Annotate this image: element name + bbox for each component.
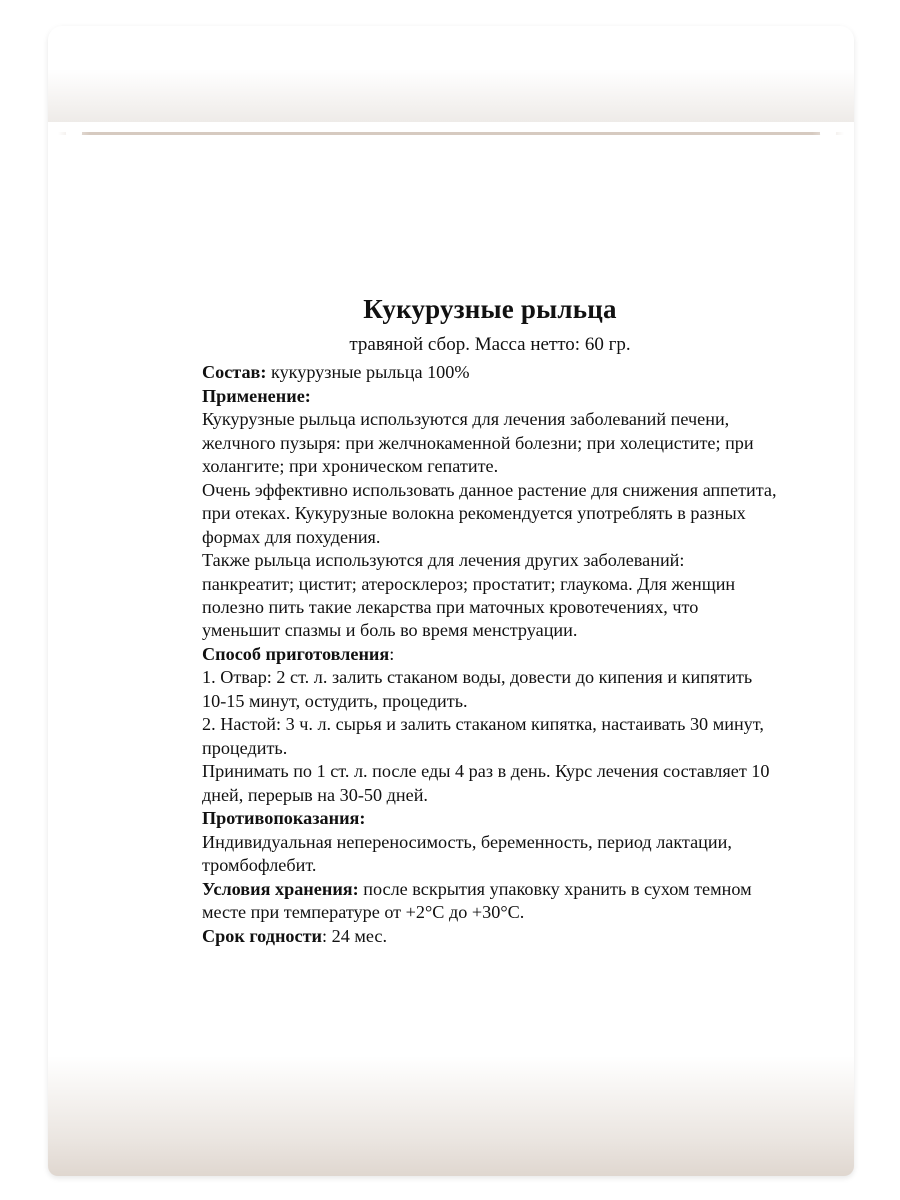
preparation-heading-text: Способ приготовления (202, 643, 390, 664)
product-title: Кукурузные рыльца (363, 294, 617, 324)
pouch-top-seal (48, 26, 854, 122)
preparation-step: 2. Настой: 3 ч. л. сырья и залить стаканом кипятка, настаивать 30 минут, процедить. (202, 714, 764, 758)
tear-notch-right-icon (820, 130, 836, 138)
pouch-zipper-line (58, 132, 844, 135)
product-label (180, 256, 800, 1008)
tear-notch-left-icon (66, 130, 82, 138)
contraindications-heading: Противопоказания: (202, 808, 366, 829)
composition-row (202, 361, 778, 384)
usage-paragraph: Очень эффективно использовать данное растение для снижения аппетита, при отеках. Кукурузные волокна рекомендуется употреблять в разных формах для похудения. (202, 479, 777, 547)
pouch-top-edge (48, 26, 854, 36)
product-subtitle: травяной сбор. Масса нетто: 60 гр. (349, 333, 631, 355)
preparation-step: 1. Отвар: 2 ст. л. залить стаканом воды, довести до кипения и кипятить 10-15 минут, остудить, процедить. (202, 667, 753, 711)
preparation-step: Принимать по 1 ст. л. после еды 4 раз в день. Курс лечения составляет 10 дней, перерыв на 30-50 дней. (202, 761, 770, 805)
preparation-heading (202, 643, 778, 666)
contraindications-text: Индивидуальная непереносимость, беременность, период лактации, тромбофлебит. (202, 831, 732, 876)
storage-text: после вскрытия упаковку хранить в сухом темном месте при температуре от +2°C до +30°C. (202, 878, 752, 923)
storage-row (202, 878, 778, 925)
preparation-heading-colon: : (389, 643, 395, 664)
pouch-bottom-gusset (48, 1056, 854, 1176)
usage-paragraph: Также рыльца используются для лечения других заболеваний: панкреатит; цистит; атеросклероз; простатит; глаукома. Для женщин полезно пить такие лекарства при маточных кровотечениях, что уменьшит спазмы и боль во время менструации. (202, 550, 736, 641)
composition-label: Состав: (202, 362, 267, 383)
composition-value: кукурузные рыльца 100% (266, 362, 470, 383)
usage-paragraph: Кукурузные рыльца используются для лечения заболеваний печени, желчного пузыря: при желчнокаменной болезни; при холецистите; при холангите; при хроническом гепатите. (202, 409, 754, 477)
shelf-life-row (202, 925, 778, 948)
storage-heading: Условия хранения: (202, 878, 359, 899)
usage-heading: Применение: (202, 385, 311, 406)
shelf-life-heading: Срок годности (202, 925, 323, 946)
shelf-life-text: : 24 мес. (322, 925, 388, 946)
product-pouch (48, 26, 854, 1176)
pouch-zipper-highlight (58, 148, 844, 150)
